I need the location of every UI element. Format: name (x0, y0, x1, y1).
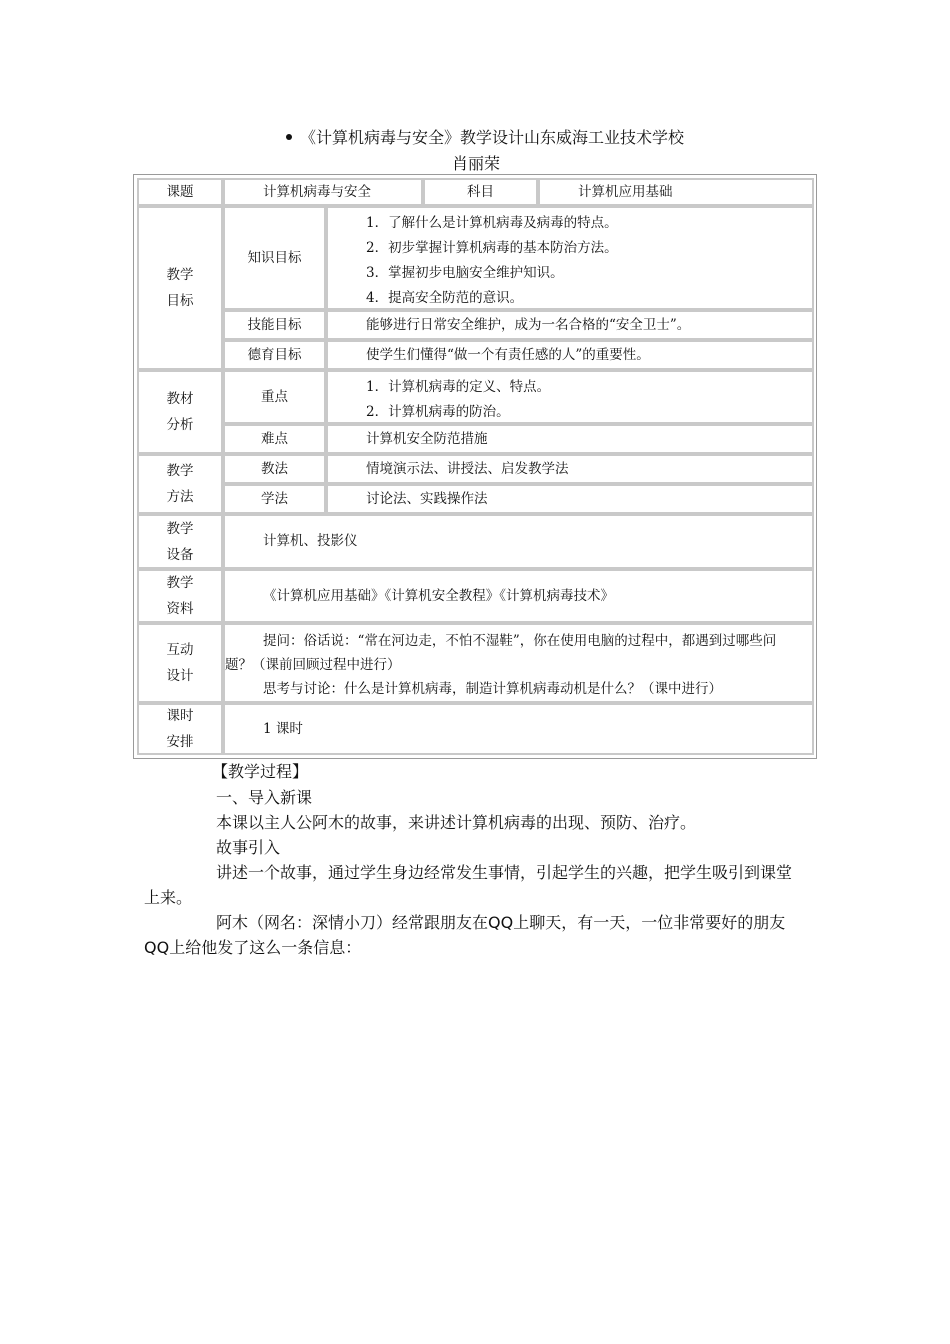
amu-paragraph-line: QQ上给他发了这么一条信息： (144, 938, 362, 957)
list-item: 3．掌握初步电脑安全维护知识。 (366, 265, 564, 281)
moral-goal-label: 德育目标 (223, 340, 326, 370)
list-item: 4．提高安全防范的意识。 (366, 290, 524, 306)
learning-method-label: 学法 (223, 484, 326, 514)
amu-paragraph-line: 阿木（网名：深情小刀）经常跟朋友在QQ上聊天，有一天，一位非常要好的朋友 (216, 913, 786, 932)
schedule-label: 课时 安排 (137, 703, 223, 755)
subject-value: 计算机应用基础 (538, 178, 814, 206)
materials-value: 《计算机应用基础》《计算机安全教程》《计算机病毒技术》 (223, 569, 814, 623)
materials-label: 教学 资料 (137, 569, 223, 623)
title-text: 《计算机病毒与安全》教学设计山东威海工业技术学校 (300, 128, 685, 147)
moral-goal-value: 使学生们懂得“做一个有责任感的人”的重要性。 (326, 340, 814, 370)
story-paragraph-line: 讲述一个故事，通过学生身边经常发生事情，引起学生的兴趣，把学生吸引到课堂 (216, 863, 793, 882)
goals-label: 教学 目标 (137, 206, 223, 370)
knowledge-goal-label: 知识目标 (223, 206, 326, 310)
equipment-value: 计算机、投影仪 (223, 514, 814, 569)
equipment-label: 教学 设备 (137, 514, 223, 569)
bullet-icon (286, 134, 292, 140)
list-item: 2．计算机病毒的防治。 (366, 404, 510, 420)
lesson-plan-table (133, 174, 817, 759)
author-name: 肖丽荣 (452, 154, 501, 173)
interaction-value (223, 623, 814, 703)
interaction-label: 互动 设计 (137, 623, 223, 703)
story-subheading: 故事引入 (216, 838, 281, 857)
difficult-point-value: 计算机安全防范措施 (326, 424, 814, 454)
subject-label: 科目 (423, 178, 538, 206)
topic-label: 课题 (137, 178, 223, 206)
methods-label: 教学 方法 (137, 454, 223, 514)
document-title (286, 125, 684, 148)
difficult-point-label: 难点 (223, 424, 326, 454)
intro-paragraph: 本课以主人公阿木的故事，来讲述计算机病毒的出现、预防、治疗。 (216, 813, 697, 832)
interaction-line: 提问：俗话说：“常在河边走，不怕不湿鞋”，你在使用电脑的过程中，都遇到过哪些问 (263, 633, 777, 649)
list-item: 2．初步掌握计算机病毒的基本防治方法。 (366, 240, 618, 256)
list-item: 1．了解什么是计算机病毒及病毒的特点。 (366, 215, 618, 231)
learning-method-value: 讨论法、实践操作法 (326, 484, 814, 514)
story-paragraph-line: 上来。 (144, 888, 193, 907)
process-heading: 【教学过程】 (212, 762, 309, 781)
skill-goal-label: 技能目标 (223, 310, 326, 340)
interaction-line: 题？（课前回顾过程中进行） (225, 657, 401, 673)
teaching-method-value: 情境演示法、讲授法、启发教学法 (326, 454, 814, 484)
key-point-list (326, 370, 814, 424)
skill-goal-value: 能够进行日常安全维护，成为一名合格的“安全卫士”。 (326, 310, 814, 340)
knowledge-goal-list (326, 206, 814, 310)
analysis-label: 教材 分析 (137, 370, 223, 454)
topic-value: 计算机病毒与安全 (223, 178, 423, 206)
list-item: 1．计算机病毒的定义、特点。 (366, 379, 551, 395)
teaching-method-label: 教法 (223, 454, 326, 484)
schedule-value: 1 课时 (223, 703, 814, 755)
section-heading: 一、导入新课 (216, 788, 313, 807)
key-point-label: 重点 (223, 370, 326, 424)
interaction-line: 思考与讨论：什么是计算机病毒，制造计算机病毒动机是什么？（课中进行） (263, 681, 722, 697)
